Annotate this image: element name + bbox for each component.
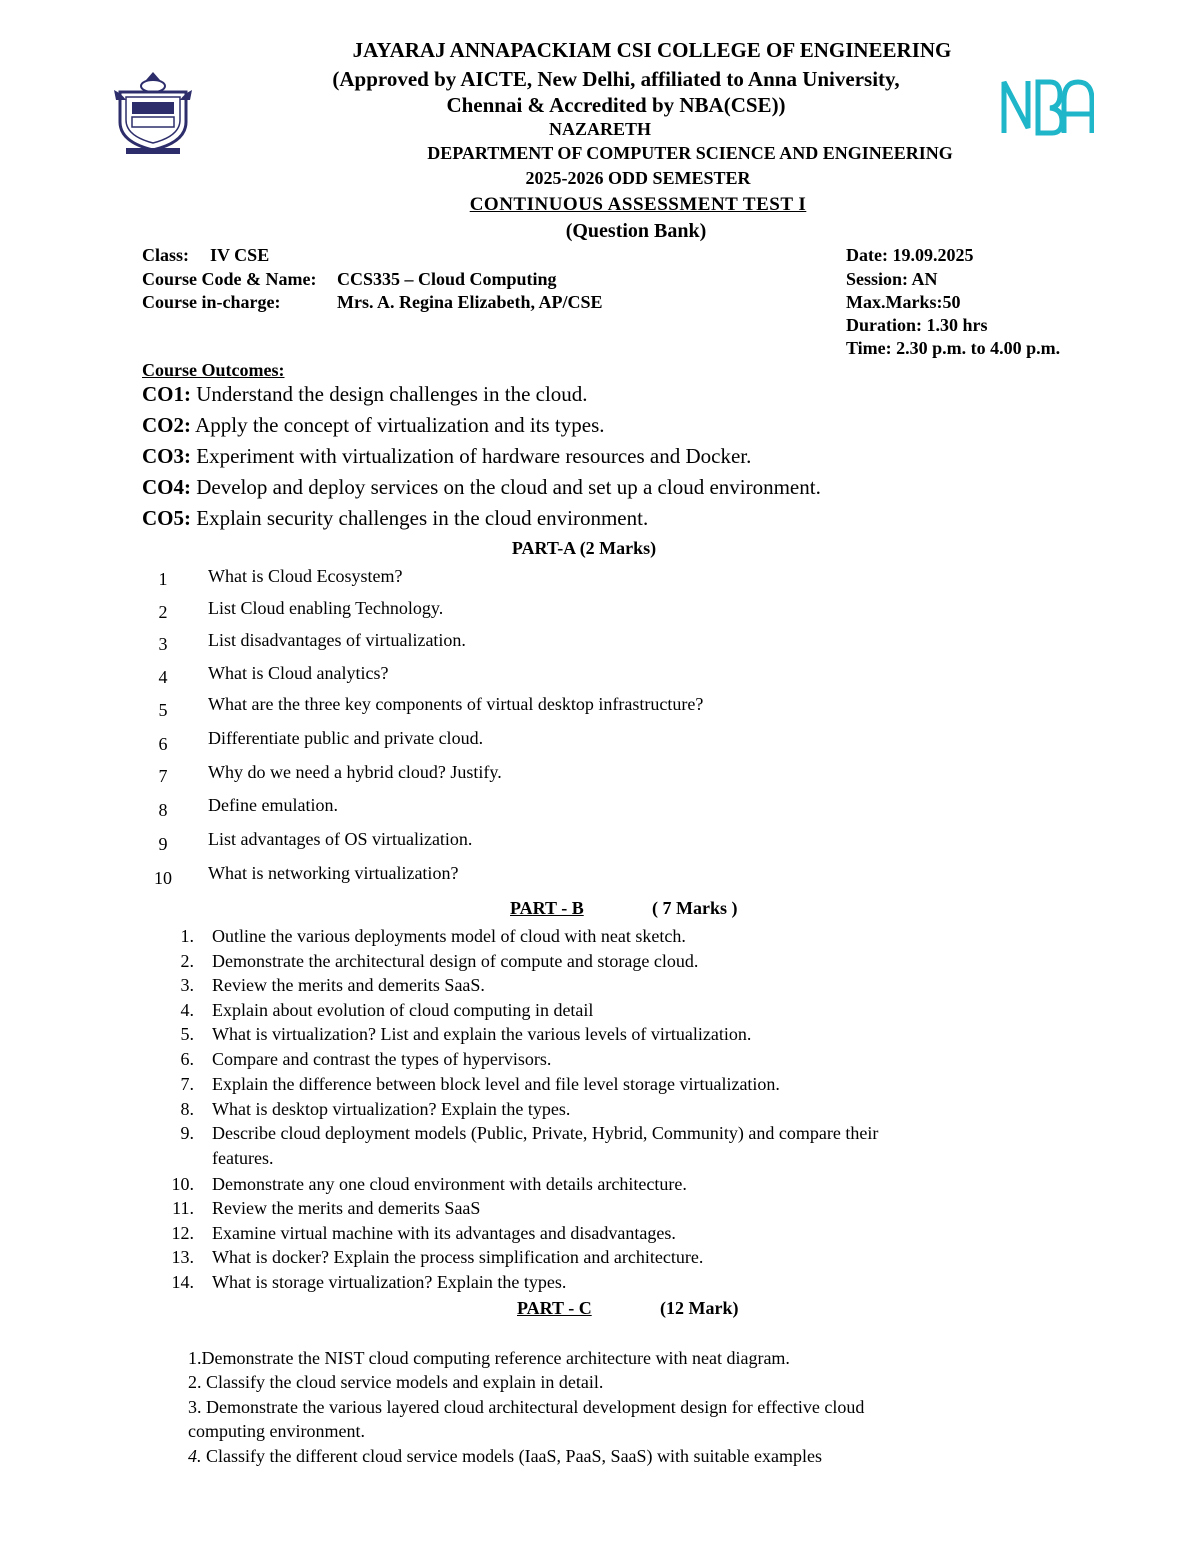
- class-label: Class:: [142, 245, 190, 265]
- part-a-question-number: 4: [158, 667, 168, 687]
- part-c-marks: (12 Mark): [660, 1298, 739, 1318]
- max-marks: Max.Marks:50: [846, 292, 961, 312]
- part-c-question-continuation: computing environment.: [188, 1421, 365, 1441]
- part-a-question: What are the three key components of virtual desktop infrastructure?: [208, 694, 704, 714]
- part-a-question: List advantages of OS virtualization.: [208, 829, 473, 849]
- part-a-question-number: 2: [158, 602, 168, 622]
- part-b-question-number: 1.: [180, 926, 194, 946]
- part-b-question-number: 9.: [180, 1123, 194, 1143]
- part-b-question-number: 8.: [180, 1099, 194, 1119]
- part-b-question: What is desktop virtualization? Explain the types.: [212, 1099, 571, 1119]
- part-b-question-number: 12.: [171, 1223, 194, 1243]
- part-b-title: PART - B: [510, 898, 584, 918]
- outcome-item: CO1: Understand the design challenges in the cloud.: [142, 382, 588, 406]
- duration: Duration: 1.30 hrs: [846, 315, 988, 335]
- part-b-question-number: 5.: [180, 1024, 194, 1044]
- part-b-question: Explain the difference between block level and file level storage virtualization.: [212, 1074, 780, 1094]
- part-a-question: What is Cloud Ecosystem?: [208, 566, 403, 586]
- part-b-question: Review the merits and demerits SaaS: [212, 1198, 481, 1218]
- approval-line-2: Chennai & Accredited by NBA(CSE)): [446, 93, 786, 117]
- outcome-item: CO4: Develop and deploy services on the cloud and set up a cloud environment.: [142, 475, 821, 499]
- part-a-question: List disadvantages of virtualization.: [208, 630, 466, 650]
- part-c-question: 4. Classify the different cloud service models (IaaS, PaaS, SaaS) with suitable examples: [188, 1446, 823, 1466]
- part-a-question: What is networking virtualization?: [208, 863, 459, 883]
- part-b-marks: ( 7 Marks ): [652, 898, 738, 918]
- part-b-question: Compare and contrast the types of hypervisors.: [212, 1049, 552, 1069]
- place: NAZARETH: [548, 119, 651, 139]
- part-b-question: Demonstrate the architectural design of compute and storage cloud.: [212, 951, 699, 971]
- part-a-question-number: 9: [158, 834, 168, 854]
- part-a-question: Define emulation.: [208, 795, 338, 815]
- part-a-question-number: 7: [158, 766, 168, 786]
- part-b-question-number: 7.: [180, 1074, 194, 1094]
- part-a-question: Why do we need a hybrid cloud? Justify.: [208, 762, 502, 782]
- session: Session: AN: [846, 269, 938, 289]
- part-a-question-number: 1: [158, 569, 168, 589]
- part-b-question: Explain about evolution of cloud computing in detail: [212, 1000, 594, 1020]
- part-b-question-continuation: features.: [212, 1148, 274, 1168]
- part-b-question: Describe cloud deployment models (Public, Private, Hybrid, Community) and compare their: [212, 1123, 879, 1143]
- part-c-question: 3. Demonstrate the various layered cloud architectural development design for effective cloud: [188, 1397, 865, 1417]
- part-b-question-number: 14.: [171, 1272, 194, 1292]
- semester: 2025-2026 ODD SEMESTER: [525, 168, 751, 188]
- part-a-question: Differentiate public and private cloud.: [208, 728, 484, 748]
- part-b-question-number: 4.: [180, 1000, 194, 1020]
- part-b-question-number: 3.: [180, 975, 194, 995]
- part-a-title: PART-A (2 Marks): [511, 538, 657, 558]
- part-b-question: Review the merits and demerits SaaS.: [212, 975, 485, 995]
- part-b-question: What is docker? Explain the process simplification and architecture.: [212, 1247, 704, 1267]
- part-a-question-number: 8: [158, 800, 168, 820]
- part-b-question: What is virtualization? List and explain the various levels of virtualization.: [212, 1024, 752, 1044]
- college-name: JAYARAJ ANNAPACKIAM CSI COLLEGE OF ENGINEERING: [352, 38, 952, 62]
- part-a-question: What is Cloud analytics?: [208, 663, 389, 683]
- part-a-question-number: 5: [158, 700, 168, 720]
- course-label: Course Code & Name:: [142, 269, 317, 289]
- outcomes-heading: Course Outcomes:: [142, 360, 285, 380]
- part-b-question: What is storage virtualization? Explain the types.: [212, 1272, 567, 1292]
- part-b-question: Demonstrate any one cloud environment with details architecture.: [212, 1174, 687, 1194]
- incharge-label: Course in-charge:: [142, 292, 281, 312]
- course-value: CCS335 – Cloud Computing: [337, 269, 557, 289]
- incharge-value: Mrs. A. Regina Elizabeth, AP/CSE: [337, 292, 603, 312]
- class-value: IV CSE: [210, 245, 270, 265]
- part-c-title: PART - C: [517, 1298, 592, 1318]
- outcome-item: CO2: Apply the concept of virtualization and its types.: [142, 413, 605, 437]
- part-c-question: 2. Classify the cloud service models and explain in detail.: [188, 1372, 604, 1392]
- part-b-question: Examine virtual machine with its advantages and disadvantages.: [212, 1223, 676, 1243]
- part-b-question-number: 6.: [180, 1049, 194, 1069]
- part-b-question-number: 11.: [172, 1198, 194, 1218]
- department: DEPARTMENT OF COMPUTER SCIENCE AND ENGINEERING: [427, 143, 953, 163]
- part-b-question-number: 2.: [180, 951, 194, 971]
- approval-line-1: (Approved by AICTE, New Delhi, affiliated to Anna University,: [332, 67, 900, 91]
- part-a-question-number: 10: [154, 868, 172, 888]
- outcome-item: CO3: Experiment with virtualization of hardware resources and Docker.: [142, 444, 752, 468]
- outcome-item: CO5: Explain security challenges in the cloud environment.: [142, 506, 649, 530]
- part-a-question: List Cloud enabling Technology.: [208, 598, 444, 618]
- part-c-question: 1.Demonstrate the NIST cloud computing reference architecture with neat diagram.: [188, 1348, 790, 1368]
- part-b-question-number: 10.: [171, 1174, 194, 1194]
- time: Time: 2.30 p.m. to 4.00 p.m.: [846, 338, 1061, 358]
- part-a-question-number: 6: [158, 734, 168, 754]
- part-b-question-number: 13.: [171, 1247, 194, 1267]
- part-b-question: Outline the various deployments model of cloud with neat sketch.: [212, 926, 686, 946]
- date: Date: 19.09.2025: [846, 245, 974, 265]
- subtitle: (Question Bank): [565, 220, 707, 242]
- part-a-question-number: 3: [158, 634, 168, 654]
- test-title: CONTINUOUS ASSESSMENT TEST I: [469, 194, 807, 215]
